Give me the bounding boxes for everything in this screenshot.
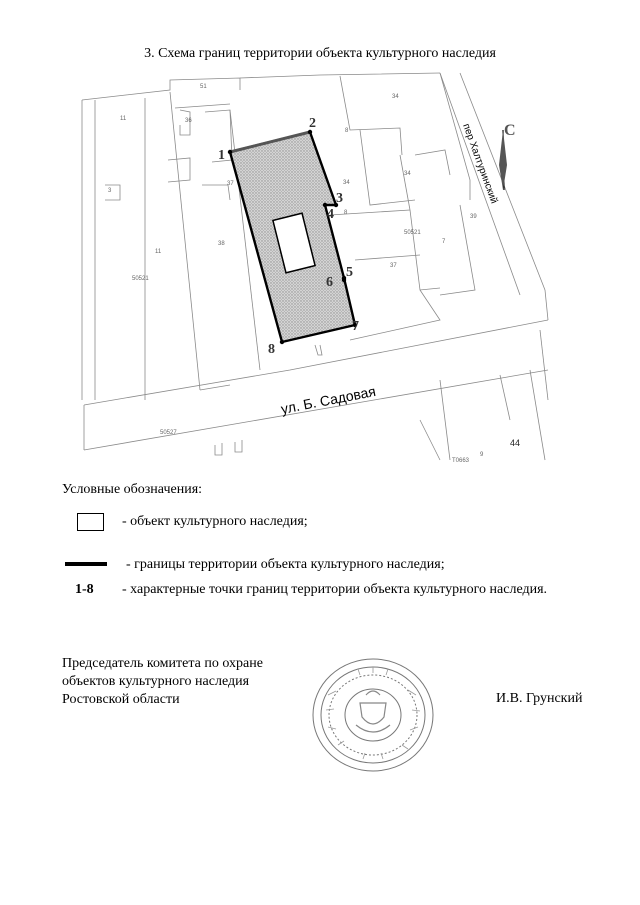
parcel-label: 50521 xyxy=(132,276,149,282)
point-label-8: 8 xyxy=(268,342,275,357)
legend-boundary-text: - границы территории объекта культурного наследия; xyxy=(126,557,445,572)
legend-heritage-object-text: - объект культурного наследия; xyxy=(122,514,308,529)
parcel-label: 44 xyxy=(510,438,521,448)
parcel-label: 37 xyxy=(227,181,234,187)
parcel-label: 50527 xyxy=(160,430,177,436)
point-label-7: 7 xyxy=(352,319,359,334)
north-arrow xyxy=(499,122,516,190)
north-label: С xyxy=(504,122,516,139)
parcel-label: 3 xyxy=(108,188,112,194)
point-label-3: 3 xyxy=(336,191,343,206)
parcel-label: 8 xyxy=(344,210,348,216)
point-label-4: 4 xyxy=(327,207,334,222)
parcel-label: 34 xyxy=(404,171,411,177)
legend-points-key: 1-8 xyxy=(75,582,94,597)
point-label-1: 1 xyxy=(218,148,225,163)
signature-block xyxy=(62,655,263,709)
parcel-label: 7 xyxy=(442,239,446,245)
signature-line-2: объектов культурного наследия xyxy=(62,674,250,689)
page-title: 3. Схема границ территории объекта культурного наследия xyxy=(144,46,496,61)
point-label-5: 5 xyxy=(346,265,353,280)
parcel-label: 38 xyxy=(218,241,225,247)
signature-line-3: Ростовской области xyxy=(62,692,180,707)
legend-points-text: - характерные точки границ территории объекта культурного наследия. xyxy=(122,582,548,597)
parcel-label: 39 xyxy=(470,214,477,220)
official-seal xyxy=(308,655,438,775)
parcel-label: 11 xyxy=(120,116,127,122)
parcel-label: 36 xyxy=(185,118,192,124)
lane-label: пер Халтуринский xyxy=(460,122,500,206)
legend-boundary-swatch xyxy=(65,562,107,566)
parcel-label: 34 xyxy=(392,94,399,100)
parcel-label: T0663 xyxy=(452,458,470,464)
parcel-label: 9 xyxy=(480,452,484,458)
signer-name: И.В. Грунский xyxy=(496,691,583,706)
parcel-label: 11 xyxy=(155,249,162,255)
parcel-label: 8 xyxy=(345,128,349,134)
parcel-label: 51 xyxy=(200,84,207,90)
legend-title: Условные обозначения: xyxy=(62,482,203,497)
parcel-label: 34 xyxy=(343,180,350,186)
point-label-6: 6 xyxy=(326,275,333,290)
legend-heritage-object-swatch xyxy=(77,513,104,531)
street-label: ул. Б. Садовая xyxy=(279,382,378,417)
point-label-2: 2 xyxy=(309,116,316,131)
signature-line-1: Председатель комитета по охране xyxy=(62,656,263,671)
parcel-label: 37 xyxy=(390,263,397,269)
parcel-label: 50521 xyxy=(404,230,421,236)
